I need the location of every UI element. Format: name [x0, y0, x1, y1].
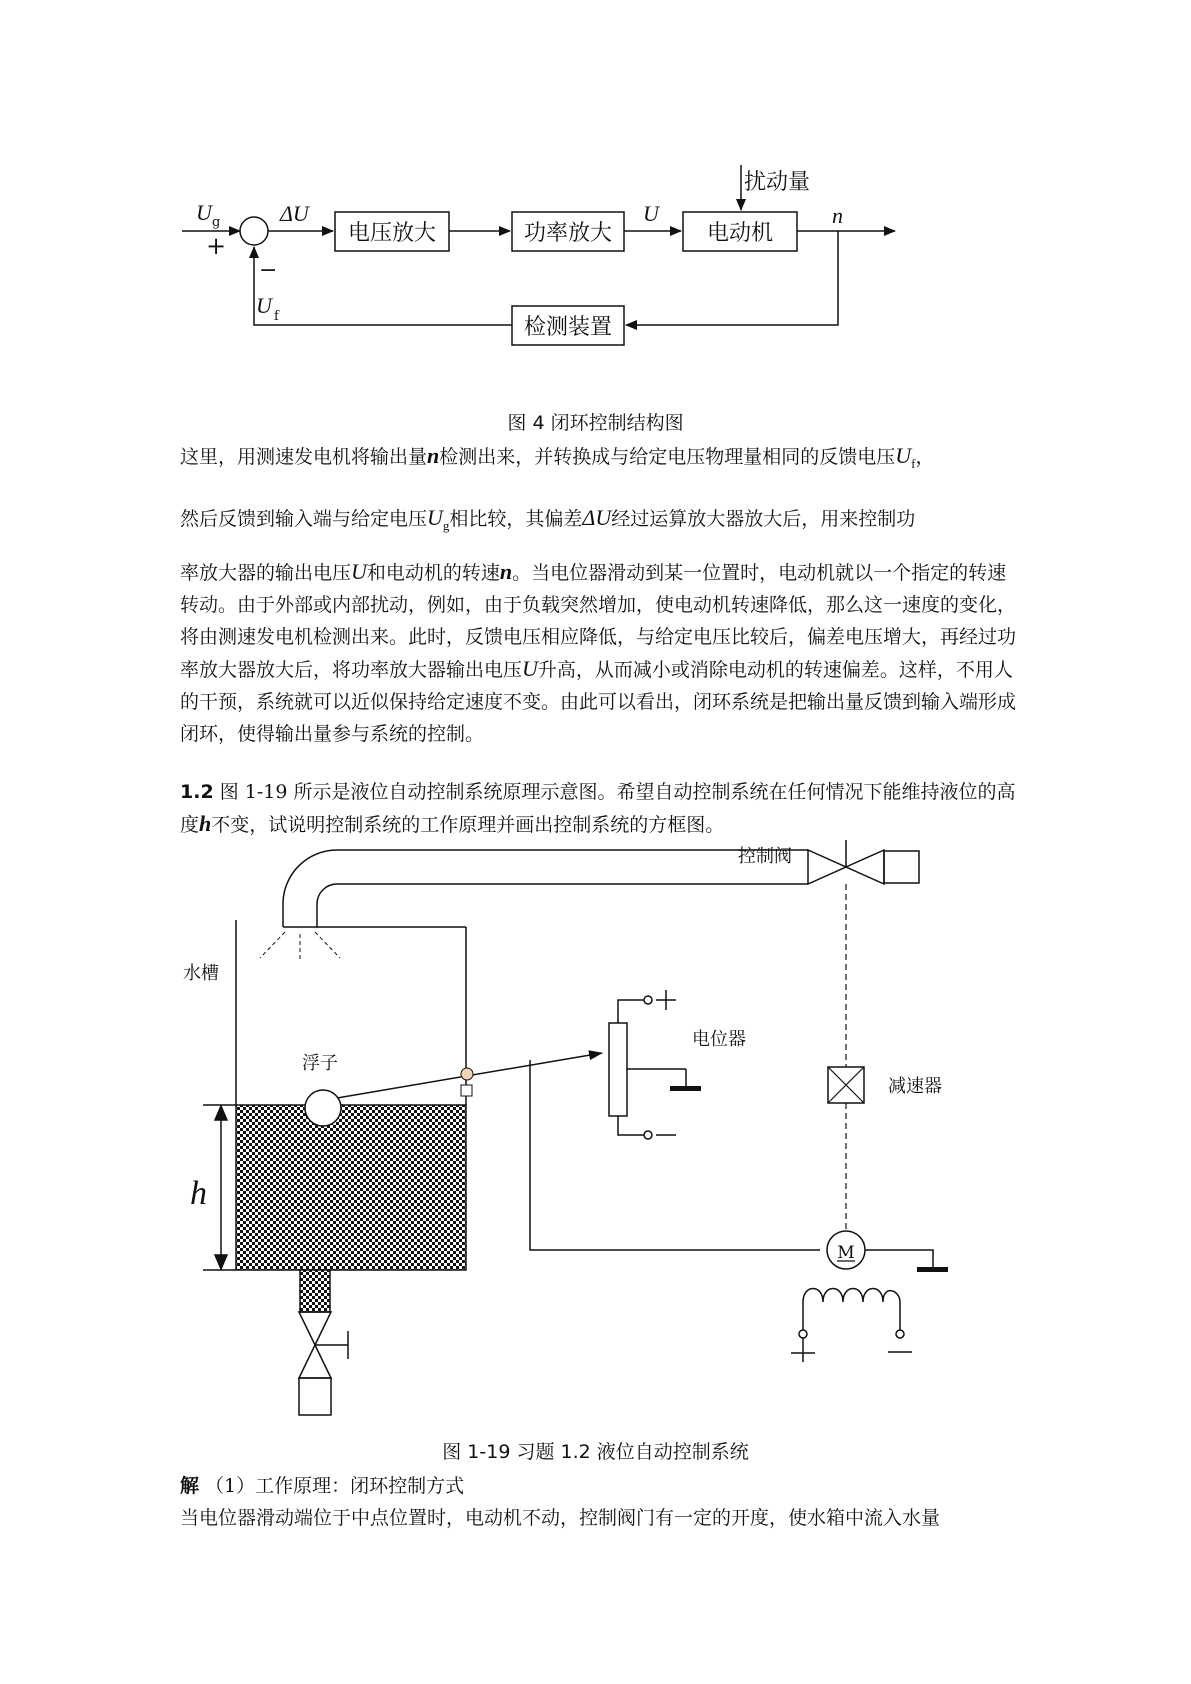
- figure-1-19-diagram: [0, 840, 1191, 1420]
- solution-text: 当电位器滑动端位于中点位置时，电动机不动，控制阀门有一定的开度，使水箱中流入水量: [180, 1507, 941, 1529]
- feedback-Uf-label: U: [256, 293, 272, 318]
- water-body: [236, 1105, 466, 1270]
- potentiometer-label: 电位器: [692, 1029, 746, 1050]
- pivot-support: [461, 1085, 472, 1096]
- paragraph-2: 然后反馈到输入端与给定电压$U_g$相比较，其偏差ΔU经过运算放大器放大后，用来控制功: [180, 505, 916, 533]
- disturbance-label: 扰动量: [744, 170, 811, 195]
- input-Ug-subscript: g: [212, 215, 221, 230]
- problem-1-2: 1.2 图 1-19 所示是液位自动控制系统原理示意图。希望自动控制系统在任何情况下能维持液位的高度h不变，试说明控制系统的工作原理并画出控制系统的方框图。: [180, 781, 1016, 836]
- float-label: 浮子: [302, 1053, 338, 1074]
- plus-sign: +: [206, 232, 227, 260]
- height-dimension: [203, 1105, 236, 1270]
- signal-U-label: U: [643, 201, 659, 226]
- figure-4-caption: 图 4 闭环控制结构图: [507, 412, 684, 434]
- inlet-pipe: [283, 840, 919, 927]
- field-winding: [803, 1289, 900, 1331]
- paragraph-3: 率放大器的输出电压U和电动机的转速n。当电位器滑动到某一位置时，电动机就以一个指定的转速转动。由于外部或内部扰动，例如，由于负载突然增加，使电动机转速降低，那么这一速度的变化，将由测速发电机检测出来。此时，反馈电压相应降低，与给定电压比较后，偏差电压增大，再经过功率放大器放大后，将功率放大器输出电压U升高，从而减小或消除电动机的转速偏差。这样，不用人的干预，系统就可以近似保持给定速度不变。由此可以看出，闭环系统是把输出量反馈到输入端形成闭环，使得输出量参与系统的控制。: [180, 559, 1017, 745]
- block-power-amplifier: 功率放大: [523, 221, 613, 246]
- tank-label: 水槽: [183, 963, 219, 984]
- pivot: [461, 1068, 473, 1080]
- minus-sign: −: [259, 258, 278, 283]
- potentiometer: [609, 990, 686, 1139]
- control-valve-label: 控制阀: [738, 846, 792, 867]
- height-h-label: h: [190, 1175, 207, 1212]
- figure-4-block-diagram: [0, 140, 1191, 360]
- solution-heading: 解 （1）工作原理：闭环控制方式: [180, 1475, 465, 1497]
- motor-ground: [917, 1267, 948, 1272]
- outlet-pipe-water: [300, 1270, 330, 1312]
- reducer-label: 减速器: [888, 1076, 942, 1097]
- block-detector: 检测装置: [523, 315, 613, 340]
- float: [305, 1090, 341, 1126]
- block-voltage-amplifier: 电压放大: [347, 221, 437, 246]
- delta-U-label: ΔU: [280, 201, 309, 226]
- output-n-label: n: [832, 203, 843, 228]
- water-spray: [260, 932, 340, 962]
- motor-label: M: [837, 1243, 855, 1263]
- feedback-Uf-subscript: f: [274, 309, 279, 324]
- potentiometer-ground: [670, 1086, 701, 1091]
- input-Ug-label: U: [196, 200, 212, 225]
- figure-1-19-caption: 图 1-19 习题 1.2 液位自动控制系统: [442, 1441, 749, 1463]
- outlet-valve: [299, 1312, 348, 1415]
- block-motor: 电动机: [706, 221, 774, 246]
- paragraph-1: 这里，用测速发电机将输出量n检测出来，并转换成与给定电压物理量相同的反馈电压$U_f$，: [180, 443, 935, 471]
